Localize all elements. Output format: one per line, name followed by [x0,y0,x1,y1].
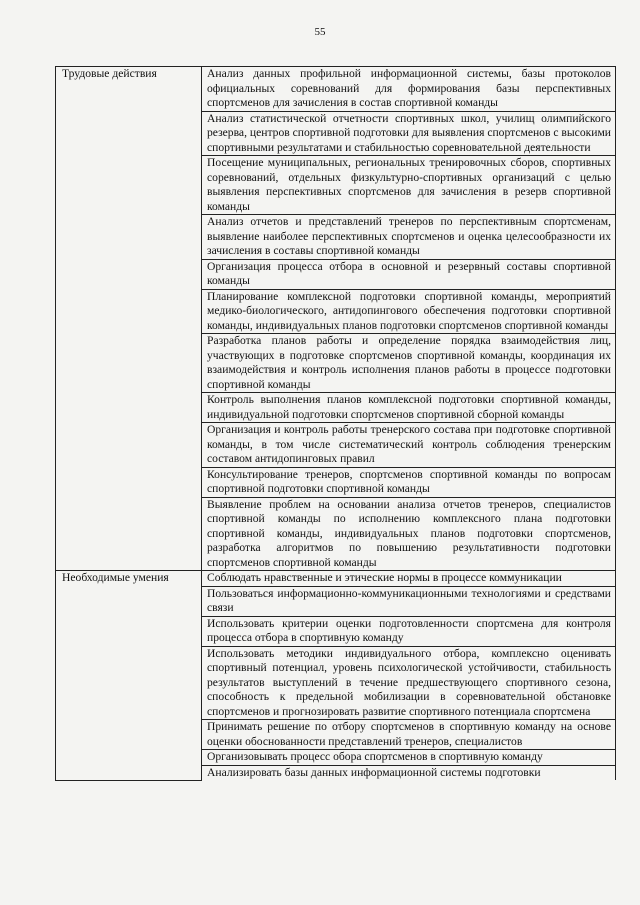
skill-item: Принимать решение по отбору спортсменов в спортивную команду на основе оценки обоснованности представлений тренеров, специалистов [202,720,616,750]
professional-standard-table [55,66,616,781]
labor-action-item: Планирование комплексной подготовки спортивной команды, мероприятий медико-биологического, антидопингового обеспечения подготовки спортивной команды, индивидуальных планов подготовки спортсменов спортивной команды [202,289,616,334]
labor-action-item: Посещение муниципальных, региональных тренировочных сборов, спортивных соревнований, отдельных физкультурно-спортивных организаций с целью выявления перспективных спортсменов для зачисления в резерв спортивной команды [202,156,616,215]
labor-action-item: Контроль выполнения планов комплексной подготовки спортивной команды, индивидуальной подготовки спортсменов спортивной сборной команды [202,393,616,423]
labor-action-item: Анализ отчетов и представлений тренеров по перспективным спортсменам, выявление наиболее перспективных спортсменов и оценка целесообразности их зачисления в составы спортивной команды [202,215,616,260]
labor-action-item: Анализ статистической отчетности спортивных школ, училищ олимпийского резерва, центров спортивной подготовки для выявления спортсменов с высокими спортивными результатами и стабильностью соревновательной деятельности [202,111,616,156]
skill-item: Соблюдать нравственные и этические нормы в процессе коммуникации [202,571,616,587]
skill-item: Организовывать процесс обора спортсменов в спортивную команду [202,750,616,766]
labor-action-item: Организация и контроль работы тренерского состава при подготовке спортивной команды, в том числе систематический контроль соблюдения тренерским составом антидопинговых правил [202,423,616,468]
section-label-required-skills: Необходимые умения [56,571,202,781]
labor-action-item: Выявление проблем на основании анализа отчетов тренеров, специалистов спортивной команды по исполнению комплексного плана подготовки спортивной команды, индивидуальных планов подготовки спортсменов, разработка алгоритмов по повышению результативности подготовки спортсменов спортивной команды [202,497,616,571]
skill-item: Анализировать базы данных информационной системы подготовки [202,765,616,780]
skill-item: Пользоваться информационно-коммуникационными технологиями и средствами связи [202,586,616,616]
skill-item: Использовать методики индивидуального отбора, комплексно оценивать спортивный потенциал, уровень психологической устойчивости, стабильность результатов выступлений в течение предшествующего спортивного сезона, способность к предельной мобилизации в соревновательной обстановке спортсменов и прогнозировать развитие спортивного потенциала спортсмена [202,646,616,720]
page-number: 55 [314,26,326,38]
labor-action-item: Анализ данных профильной информационной системы, базы протоколов официальных соревнований для формирования базы перспективных спортсменов для зачисления в состав спортивной команды [202,67,616,112]
labor-action-item: Разработка планов работы и определение порядка взаимодействия лиц, участвующих в подготовке спортсменов спортивной команды, координация их взаимодействия и контроль исполнения планов работы в процессе подготовки спортивной команды [202,334,616,393]
section-label-labor-actions: Трудовые действия [56,67,202,571]
table-row [56,67,616,112]
labor-action-item: Организация процесса отбора в основной и резервный составы спортивной команды [202,259,616,289]
table-row [56,571,616,587]
labor-action-item: Консультирование тренеров, спортсменов спортивной команды по вопросам спортивной подготовки спортивной команды [202,467,616,497]
skill-item: Использовать критерии оценки подготовленности спортсмена для контроля процесса отбора в спортивную команду [202,616,616,646]
